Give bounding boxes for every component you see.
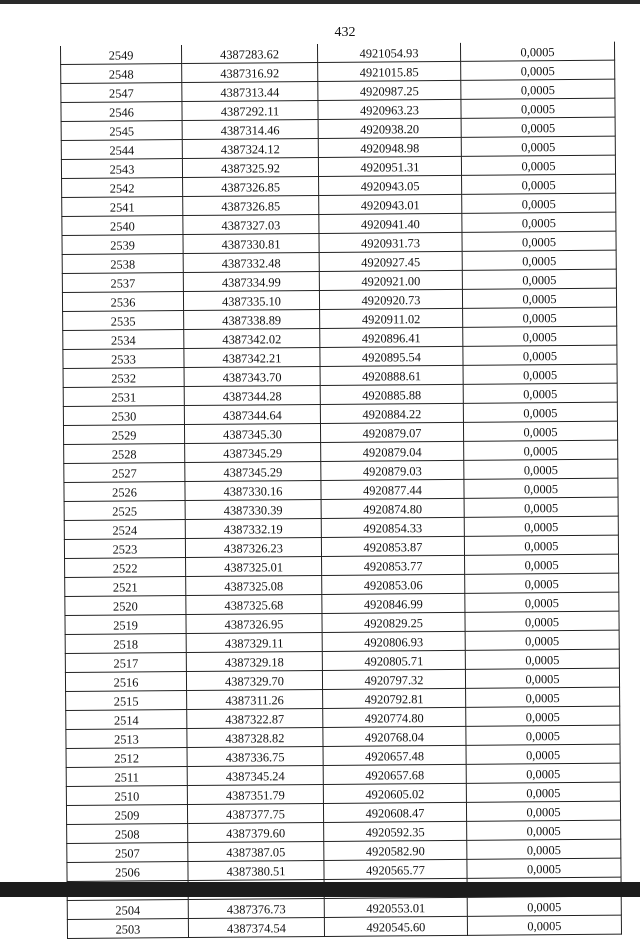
y-coordinate-cell: 4921015.85 bbox=[318, 61, 461, 81]
x-coordinate-cell: 4387344.64 bbox=[184, 404, 320, 424]
x-coordinate-cell: 4387335.10 bbox=[183, 290, 319, 310]
y-coordinate-cell: 4920896.41 bbox=[320, 327, 463, 347]
accuracy-cell: 0,0005 bbox=[466, 801, 620, 821]
x-coordinate-cell: 4387330.39 bbox=[185, 499, 321, 519]
point-number-cell: 2521 bbox=[65, 577, 186, 597]
point-number-cell: 2533 bbox=[63, 349, 184, 369]
point-number-cell: 2515 bbox=[66, 691, 187, 711]
x-coordinate-cell: 4387345.30 bbox=[184, 423, 320, 443]
coordinates-sheet bbox=[60, 42, 618, 937]
point-number-cell: 2504 bbox=[67, 900, 188, 920]
x-coordinate-cell: 4387325.68 bbox=[186, 594, 322, 614]
accuracy-cell: 0,0005 bbox=[464, 459, 618, 479]
accuracy-cell: 0,0005 bbox=[462, 231, 616, 251]
y-coordinate-cell: 4920943.05 bbox=[319, 175, 462, 195]
y-coordinate-cell: 4920877.44 bbox=[321, 479, 464, 499]
point-number-cell: 2541 bbox=[62, 197, 183, 217]
point-number-cell: 2507 bbox=[67, 843, 188, 863]
y-coordinate-cell: 4920853.06 bbox=[322, 574, 465, 594]
accuracy-cell: 0,0005 bbox=[467, 820, 621, 840]
x-coordinate-cell: 4387344.28 bbox=[184, 385, 320, 405]
accuracy-cell: 0,0005 bbox=[464, 478, 618, 498]
y-coordinate-cell: 4920879.04 bbox=[321, 441, 464, 461]
point-number-cell: 2506 bbox=[67, 862, 188, 882]
y-coordinate-cell: 4920938.20 bbox=[318, 118, 461, 138]
x-coordinate-cell: 4387342.02 bbox=[184, 328, 320, 348]
point-number-cell: 2508 bbox=[67, 824, 188, 844]
point-number-cell: 2528 bbox=[64, 444, 185, 464]
point-number-cell: 2534 bbox=[63, 330, 184, 350]
x-coordinate-cell: 4387334.99 bbox=[183, 271, 319, 291]
point-number-cell: 2522 bbox=[65, 558, 186, 578]
x-coordinate-cell: 4387328.82 bbox=[187, 727, 323, 747]
x-coordinate-cell: 4387314.46 bbox=[182, 119, 318, 139]
point-number-cell: 2524 bbox=[64, 520, 185, 540]
accuracy-cell: 0,0005 bbox=[461, 136, 615, 156]
point-number-cell: 2542 bbox=[62, 178, 183, 198]
y-coordinate-cell: 4920920.73 bbox=[319, 289, 462, 309]
accuracy-cell: 0,0005 bbox=[465, 668, 619, 688]
y-coordinate-cell: 4920874.80 bbox=[321, 498, 464, 518]
point-number-cell: 2532 bbox=[63, 368, 184, 388]
y-coordinate-cell: 4920951.31 bbox=[318, 156, 461, 176]
accuracy-cell: 0,0005 bbox=[463, 421, 617, 441]
x-coordinate-cell: 4387292.11 bbox=[182, 100, 318, 120]
y-coordinate-cell: 4920921.00 bbox=[319, 270, 462, 290]
y-coordinate-cell: 4920879.03 bbox=[321, 460, 464, 480]
y-coordinate-cell: 4920987.25 bbox=[318, 80, 461, 100]
x-coordinate-cell: 4387322.87 bbox=[187, 708, 323, 728]
x-coordinate-cell: 4387343.70 bbox=[184, 366, 320, 386]
x-coordinate-cell: 4387326.85 bbox=[183, 176, 319, 196]
point-number-cell: 2548 bbox=[61, 64, 182, 84]
accuracy-cell: 0,0005 bbox=[463, 345, 617, 365]
point-number-cell: 2517 bbox=[65, 653, 186, 673]
accuracy-cell: 0,0005 bbox=[463, 307, 617, 327]
x-coordinate-cell: 4387342.21 bbox=[184, 347, 320, 367]
point-number-cell: 2529 bbox=[63, 425, 184, 445]
x-coordinate-cell: 4387345.24 bbox=[187, 765, 323, 785]
y-coordinate-cell: 4920895.54 bbox=[320, 346, 463, 366]
y-coordinate-cell: 4920582.90 bbox=[324, 840, 467, 860]
y-coordinate-cell: 4920768.04 bbox=[323, 726, 466, 746]
y-coordinate-cell: 4920941.40 bbox=[319, 213, 462, 233]
point-number-cell: 2547 bbox=[61, 83, 182, 103]
point-number-cell: 2520 bbox=[65, 596, 186, 616]
accuracy-cell: 0,0005 bbox=[464, 440, 618, 460]
accuracy-cell: 0,0005 bbox=[467, 839, 621, 859]
y-coordinate-cell: 4920657.68 bbox=[323, 764, 466, 784]
x-coordinate-cell: 4387387.05 bbox=[188, 841, 324, 861]
coordinates-table bbox=[60, 42, 622, 939]
y-coordinate-cell: 4920931.73 bbox=[319, 232, 462, 252]
point-number-cell: 2549 bbox=[60, 45, 181, 64]
accuracy-cell: 0,0005 bbox=[467, 915, 621, 935]
y-coordinate-cell: 4920853.77 bbox=[322, 555, 465, 575]
point-number-cell: 2544 bbox=[61, 140, 182, 160]
point-number-cell: 2540 bbox=[62, 216, 183, 236]
page-number: 432 bbox=[334, 25, 356, 40]
x-coordinate-cell: 4387379.60 bbox=[188, 822, 324, 842]
y-coordinate-cell: 4920879.07 bbox=[320, 422, 463, 442]
accuracy-cell: 0,0005 bbox=[462, 212, 616, 232]
x-coordinate-cell: 4387374.54 bbox=[188, 917, 324, 937]
y-coordinate-cell: 4920854.33 bbox=[321, 517, 464, 537]
accuracy-cell: 0,0005 bbox=[461, 79, 615, 99]
point-number-cell: 2530 bbox=[63, 406, 184, 426]
y-coordinate-cell: 4920774.80 bbox=[323, 707, 466, 727]
y-coordinate-cell: 4920846.99 bbox=[322, 593, 465, 613]
y-coordinate-cell: 4920963.23 bbox=[318, 99, 461, 119]
accuracy-cell: 0,0005 bbox=[463, 402, 617, 422]
accuracy-cell: 0,0005 bbox=[464, 535, 618, 555]
y-coordinate-cell: 4920829.25 bbox=[322, 612, 465, 632]
point-number-cell: 2511 bbox=[66, 767, 187, 787]
point-number-cell: 2526 bbox=[64, 482, 185, 502]
x-coordinate-cell: 4387324.12 bbox=[182, 138, 318, 158]
scan-edge-bottom bbox=[0, 882, 640, 897]
y-coordinate-cell: 4920884.22 bbox=[320, 403, 463, 423]
x-coordinate-cell: 4387283.62 bbox=[181, 44, 317, 64]
accuracy-cell: 0,0005 bbox=[462, 288, 616, 308]
point-number-cell: 2503 bbox=[67, 919, 188, 939]
accuracy-cell: 0,0005 bbox=[465, 554, 619, 574]
x-coordinate-cell: 4387326.23 bbox=[185, 537, 321, 557]
x-coordinate-cell: 4387327.03 bbox=[183, 214, 319, 234]
y-coordinate-cell: 4920888.61 bbox=[320, 365, 463, 385]
accuracy-cell: 0,0005 bbox=[465, 611, 619, 631]
point-number-cell: 2545 bbox=[61, 121, 182, 141]
point-number-cell: 2518 bbox=[65, 634, 186, 654]
point-number-cell: 2516 bbox=[65, 672, 186, 692]
x-coordinate-cell: 4387313.44 bbox=[182, 81, 318, 101]
y-coordinate-cell: 4920927.45 bbox=[319, 251, 462, 271]
x-coordinate-cell: 4387329.18 bbox=[186, 651, 322, 671]
x-coordinate-cell: 4387351.79 bbox=[187, 784, 323, 804]
accuracy-cell: 0,0005 bbox=[462, 174, 616, 194]
scan-edge-top bbox=[0, 0, 640, 4]
x-coordinate-cell: 4387329.70 bbox=[186, 670, 322, 690]
accuracy-cell: 0,0005 bbox=[462, 193, 616, 213]
point-number-cell: 2512 bbox=[66, 748, 187, 768]
accuracy-cell: 0,0005 bbox=[462, 269, 616, 289]
y-coordinate-cell: 4920545.60 bbox=[324, 916, 467, 936]
table-row bbox=[67, 915, 621, 938]
x-coordinate-cell: 4387345.29 bbox=[185, 442, 321, 462]
accuracy-cell: 0,0005 bbox=[463, 364, 617, 384]
accuracy-cell: 0,0005 bbox=[462, 250, 616, 270]
y-coordinate-cell: 4920853.87 bbox=[321, 536, 464, 556]
y-coordinate-cell: 4920605.02 bbox=[323, 783, 466, 803]
x-coordinate-cell: 4387325.08 bbox=[186, 575, 322, 595]
accuracy-cell: 0,0005 bbox=[466, 744, 620, 764]
accuracy-cell: 0,0005 bbox=[463, 326, 617, 346]
point-number-cell: 2537 bbox=[62, 273, 183, 293]
accuracy-cell: 0,0005 bbox=[464, 497, 618, 517]
point-number-cell: 2535 bbox=[63, 311, 184, 331]
x-coordinate-cell: 4387316.92 bbox=[182, 62, 318, 82]
accuracy-cell: 0,0005 bbox=[466, 763, 620, 783]
y-coordinate-cell: 4920805.71 bbox=[322, 650, 465, 670]
y-coordinate-cell: 4920608.47 bbox=[323, 802, 466, 822]
accuracy-cell: 0,0005 bbox=[466, 706, 620, 726]
x-coordinate-cell: 4387338.89 bbox=[184, 309, 320, 329]
point-number-cell: 2546 bbox=[61, 102, 182, 122]
y-coordinate-cell: 4920592.35 bbox=[324, 821, 467, 841]
accuracy-cell: 0,0005 bbox=[461, 98, 615, 118]
y-coordinate-cell: 4920792.81 bbox=[323, 688, 466, 708]
accuracy-cell: 0,0005 bbox=[461, 155, 615, 175]
x-coordinate-cell: 4387311.26 bbox=[187, 689, 323, 709]
point-number-cell: 2513 bbox=[66, 729, 187, 749]
y-coordinate-cell: 4920657.48 bbox=[323, 745, 466, 765]
accuracy-cell: 0,0005 bbox=[465, 573, 619, 593]
accuracy-cell: 0,0005 bbox=[461, 117, 615, 137]
x-coordinate-cell: 4387330.16 bbox=[185, 480, 321, 500]
accuracy-cell: 0,0005 bbox=[460, 42, 614, 62]
accuracy-cell: 0,0005 bbox=[466, 687, 620, 707]
y-coordinate-cell: 4921054.93 bbox=[317, 43, 460, 63]
accuracy-cell: 0,0005 bbox=[465, 592, 619, 612]
point-number-cell: 2539 bbox=[62, 235, 183, 255]
x-coordinate-cell: 4387377.75 bbox=[187, 803, 323, 823]
point-number-cell: 2523 bbox=[64, 539, 185, 559]
y-coordinate-cell: 4920911.02 bbox=[320, 308, 463, 328]
y-coordinate-cell: 4920943.01 bbox=[319, 194, 462, 214]
accuracy-cell: 0,0005 bbox=[461, 60, 615, 80]
x-coordinate-cell: 4387326.85 bbox=[183, 195, 319, 215]
x-coordinate-cell: 4387325.92 bbox=[182, 157, 318, 177]
point-number-cell: 2543 bbox=[61, 159, 182, 179]
point-number-cell: 2519 bbox=[65, 615, 186, 635]
x-coordinate-cell: 4387345.29 bbox=[185, 461, 321, 481]
accuracy-cell: 0,0005 bbox=[464, 516, 618, 536]
y-coordinate-cell: 4920806.93 bbox=[322, 631, 465, 651]
accuracy-cell: 0,0005 bbox=[465, 630, 619, 650]
x-coordinate-cell: 4387332.48 bbox=[183, 252, 319, 272]
accuracy-cell: 0,0005 bbox=[466, 725, 620, 745]
accuracy-cell: 0,0005 bbox=[467, 858, 621, 878]
point-number-cell: 2531 bbox=[63, 387, 184, 407]
accuracy-cell: 0,0005 bbox=[465, 649, 619, 669]
x-coordinate-cell: 4387326.95 bbox=[186, 613, 322, 633]
point-number-cell: 2514 bbox=[66, 710, 187, 730]
accuracy-cell: 0,0005 bbox=[467, 896, 621, 916]
x-coordinate-cell: 4387376.73 bbox=[188, 898, 324, 918]
y-coordinate-cell: 4920797.32 bbox=[322, 669, 465, 689]
y-coordinate-cell: 4920948.98 bbox=[318, 137, 461, 157]
x-coordinate-cell: 4387330.81 bbox=[183, 233, 319, 253]
point-number-cell: 2525 bbox=[64, 501, 185, 521]
x-coordinate-cell: 4387325.01 bbox=[186, 556, 322, 576]
point-number-cell: 2509 bbox=[66, 805, 187, 825]
x-coordinate-cell: 4387380.51 bbox=[188, 860, 324, 880]
y-coordinate-cell: 4920553.01 bbox=[324, 897, 467, 917]
point-number-cell: 2536 bbox=[62, 292, 183, 312]
y-coordinate-cell: 4920885.88 bbox=[320, 384, 463, 404]
point-number-cell: 2527 bbox=[64, 463, 185, 483]
point-number-cell: 2538 bbox=[62, 254, 183, 274]
accuracy-cell: 0,0005 bbox=[466, 782, 620, 802]
x-coordinate-cell: 4387332.19 bbox=[185, 518, 321, 538]
accuracy-cell: 0,0005 bbox=[463, 383, 617, 403]
x-coordinate-cell: 4387329.11 bbox=[186, 632, 322, 652]
y-coordinate-cell: 4920565.77 bbox=[324, 859, 467, 879]
point-number-cell: 2510 bbox=[66, 786, 187, 806]
x-coordinate-cell: 4387336.75 bbox=[187, 746, 323, 766]
coordinates-table-body bbox=[60, 42, 621, 939]
